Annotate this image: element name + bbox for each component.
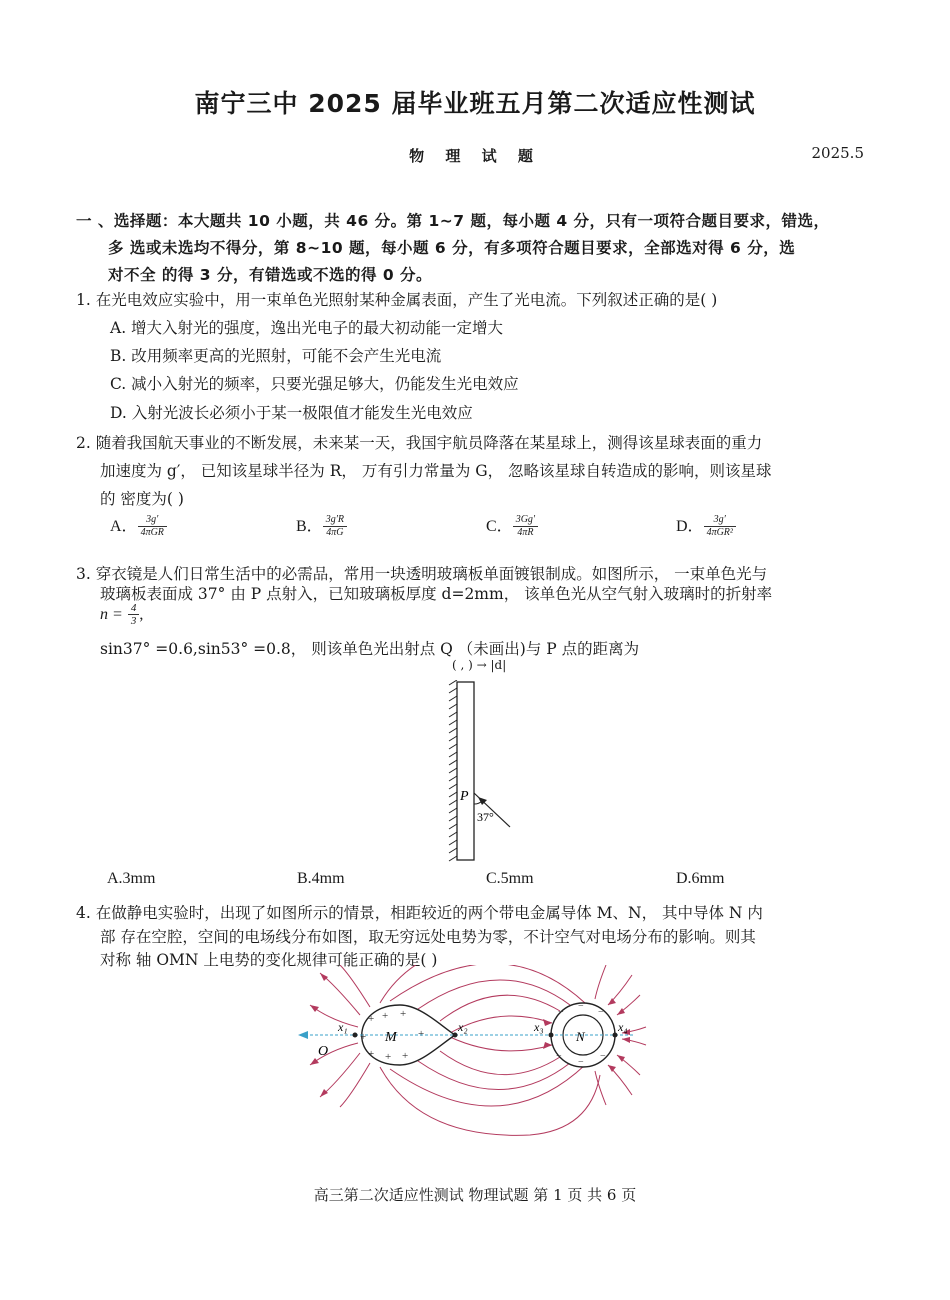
point-x1 <box>353 1033 358 1038</box>
q1-option-b: B. 改用频率更高的光照射，可能不会产生光电流 <box>110 347 442 365</box>
q2-stem-line3: 的 密度为( ) <box>100 490 184 508</box>
svg-text:+: + <box>368 1013 375 1025</box>
label-x2: x₂ <box>458 1020 468 1034</box>
q2-option-d-label: D． <box>676 518 704 535</box>
label-n: N <box>576 1029 585 1044</box>
label-x1: x₁ <box>338 1020 348 1034</box>
angle-37-label: 37° <box>477 810 494 824</box>
svg-text:−: − <box>558 1007 564 1018</box>
q3-answer-blank: ( , ) → |d| <box>452 658 507 672</box>
q2-option-b <box>296 513 347 539</box>
q2-stem-line1: 2. 随着我国航天事业的不断发展，未来某一天，我国宇航员降落在某星球上，测得该星球表面的重力 <box>76 434 763 452</box>
label-o: O <box>318 1044 329 1059</box>
page-title: 南宁三中 2025 届毕业班五月第二次适应性测试 <box>194 89 756 118</box>
q3-stem-line2: 玻璃板表面成 37° 由 P 点射入，已知玻璃板厚度 d=2mm， 该单色光从空气射入玻璃时的折射率 <box>100 585 773 603</box>
point-x4 <box>613 1033 618 1038</box>
svg-text:+: + <box>418 1028 425 1040</box>
q2-d-numerator: 3g′ <box>704 514 736 527</box>
q2-option-b-fraction <box>323 514 347 539</box>
q2-option-a <box>110 513 167 539</box>
point-p-label: P <box>460 789 469 804</box>
page-footer: 高三第二次适应性测试 物理试题 第 1 页 共 6 页 <box>313 1186 637 1204</box>
svg-text:−: − <box>600 1051 606 1062</box>
q1-option-c: C. 减小入射光的频率，只要光强足够大，仍能发生光电效应 <box>110 375 519 393</box>
svg-text:+: + <box>385 1051 392 1063</box>
q2-a-numerator: 3g′ <box>138 514 167 527</box>
label-x3: x₃ <box>534 1020 544 1034</box>
label-m: M <box>385 1030 397 1045</box>
q3-option-a: A.3mm <box>107 870 156 887</box>
point-x2 <box>453 1033 458 1038</box>
section-instruction-line2: 多 选或未选均不得分，第 8~10 题，每小题 6 分，有多项符合题目要求，全部选对得 6 分，选 <box>108 239 796 257</box>
q3-n-denominator: 3 <box>130 615 137 627</box>
q3-mirror-figure <box>440 680 540 865</box>
q2-option-b-label: B． <box>296 518 323 535</box>
q4-electric-field-figure <box>290 965 650 1145</box>
q3-option-b: B.4mm <box>297 870 345 887</box>
svg-text:−: − <box>578 1001 584 1012</box>
q2-c-denominator: 4πR <box>517 527 534 538</box>
svg-text:+: + <box>382 1010 389 1022</box>
q1-stem: 1. 在光电效应实验中，用一束单色光照射某种金属表面，产生了光电流。下列叙述正确的是( ) <box>76 291 718 309</box>
svg-text:−: − <box>556 1051 562 1062</box>
svg-text:−: − <box>598 1007 604 1018</box>
q3-stem-line1: 3. 穿衣镜是人们日常生活中的必需品，常用一块透明玻璃板单面镀银制成。如图所示， 一束单色光与 <box>76 565 768 583</box>
q2-d-denominator: 4πGR² <box>706 527 733 538</box>
q3-refractive-index: n = $\frac{4}{3}$ , <box>100 602 144 627</box>
svg-text:+: + <box>368 1048 375 1060</box>
section-instruction-line3: 对不全 的得 3 分，有错选或不选的得 0 分。 <box>108 266 433 284</box>
q2-option-d-fraction <box>704 514 736 539</box>
svg-text:+: + <box>360 1031 367 1043</box>
q2-b-denominator: 4πG <box>326 527 344 538</box>
q3-option-c: C.5mm <box>486 870 534 887</box>
q4-stem-line3: 对称 轴 OMN 上电势的变化规律可能正确的是( ) <box>100 951 438 969</box>
svg-text:−: − <box>578 1057 584 1068</box>
q2-option-a-label: A． <box>110 518 138 535</box>
q4-stem-line2: 部 存在空腔，空间的电场线分布如图，取无穷远处电势为零，不计空气对电场分布的影响。则其 <box>100 928 756 946</box>
q1-option-a: A. 增大入射光的强度，逸出光电子的最大初动能一定增大 <box>110 319 504 337</box>
q3-stem-line4: sin37° =0.6,sin53° =0.8， 则该单色光出射点 Q （未画出)与 P 点的距离为 <box>100 640 640 658</box>
glass-plate <box>457 682 474 860</box>
label-x4: x₄ <box>618 1020 628 1034</box>
angle-arc <box>474 801 482 804</box>
svg-text:+: + <box>402 1050 409 1062</box>
q2-option-c-label: C． <box>486 518 513 535</box>
q3-n-label: n = <box>100 606 123 623</box>
q3-option-d: D.6mm <box>676 870 725 887</box>
q1-option-d: D. 入射光波长必须小于某一极限值才能发生光电效应 <box>110 404 473 422</box>
q2-option-d <box>676 513 736 539</box>
section-instruction-line1: 一 、选择题：本大题共 10 小题，共 46 分。第 1~7 题，每小题 4 分，只有一项符合题目要求，错选， <box>76 212 830 230</box>
q3-n-fraction <box>128 602 140 627</box>
exam-date: 2025.5 <box>811 144 864 162</box>
q2-option-a-fraction <box>138 514 167 539</box>
q2-option-c <box>486 513 538 539</box>
svg-text:+: + <box>400 1008 407 1020</box>
q2-option-c-fraction <box>513 514 538 539</box>
q3-n-numerator: 4 <box>128 602 140 615</box>
q4-stem-line1: 4. 在做静电实验时，出现了如图所示的情景，相距较近的两个带电金属导体 M、N， 其中导体 N 内 <box>76 904 763 922</box>
q2-stem-line2: 加速度为 g′， 已知该星球半径为 R， 万有引力常量为 G， 忽略该星球自转造成的影响，则该星球 <box>100 462 772 480</box>
point-x3 <box>549 1033 554 1038</box>
q2-a-denominator: 4πGR <box>140 527 164 538</box>
hatch-lines <box>449 680 457 861</box>
q2-b-numerator: 3g′R <box>323 514 347 527</box>
q2-c-numerator: 3Gg′ <box>513 514 538 527</box>
subject-title: 物 理 试 题 <box>409 147 541 165</box>
